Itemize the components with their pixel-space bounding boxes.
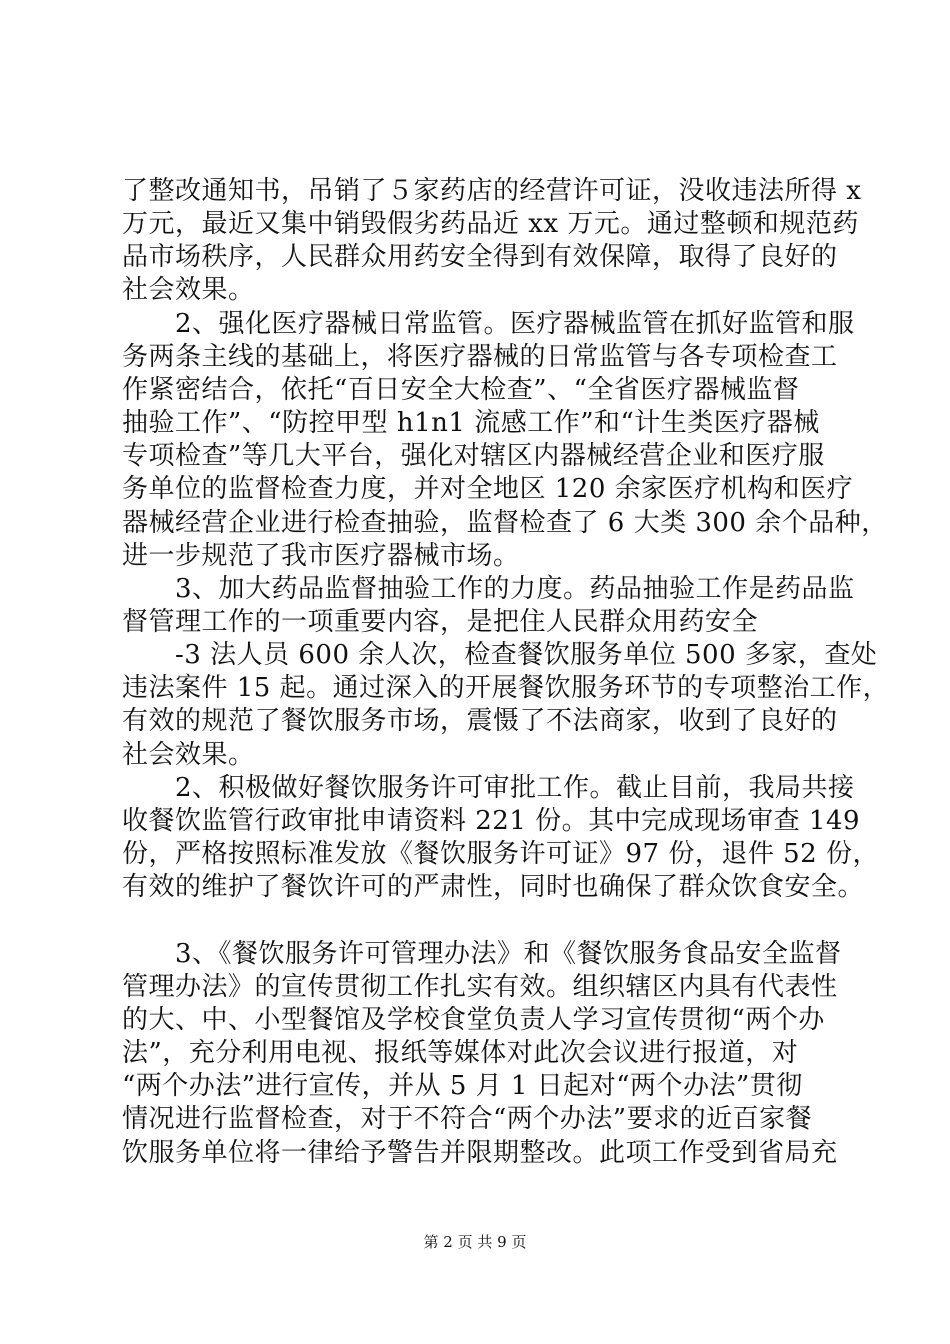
text-line: 的大、中、小型餐馆及学校食堂负责人学习宣传贯彻“两个办 (122, 1005, 825, 1035)
text-line: 万元，最近又集中销毁假劣药品近 xx 万元。通过整顿和规范药 (122, 209, 859, 239)
text-line: 饮服务单位将一律给予警告并限期整改。此项工作受到省局充 (122, 1138, 838, 1168)
text-line: 社会效果。 (122, 740, 255, 770)
text-line: 管理办法》的宣传贯彻工作扎实有效。组织辖区内具有代表性 (122, 972, 838, 1002)
text-line: 份，严格按照标准发放《餐饮服务许可证》97 份，退件 52 份， (122, 839, 879, 869)
paragraph-start: 2、强化医疗器械日常监管。医疗器械监管在抓好监管和服 (175, 309, 855, 339)
text-line: 法”，充分利用电视、报纸等媒体对此次会议进行报道，对 (122, 1038, 799, 1068)
text-line: 务单位的监督检查力度，并对全地区 120 余家医疗机构和医疗 (122, 474, 854, 504)
text-line: 器械经营企业进行检查抽验，监督检查了 6 大类 300 余个品种， (122, 508, 888, 538)
paragraph-start: 3、《餐饮服务许可管理办法》和《餐饮服务食品安全监督 (175, 939, 842, 969)
text-line: 抽验工作”、“防控甲型 h1n1 流感工作”和“计生类医疗器械 (122, 408, 820, 438)
text-line: 督管理工作的一项重要内容，是把住人民群众用药安全 (122, 607, 759, 637)
text-line: 有效的维护了餐饮许可的严肃性，同时也确保了群众饮食安全。 (122, 872, 865, 902)
text-line: 情况进行监督检查，对于不符合“两个办法”要求的近百家餐 (122, 1104, 813, 1134)
text-line: “两个办法”进行宣传，并从 5 月 1 日起对“两个办法”贯彻 (122, 1071, 803, 1101)
text-line: 务两条主线的基础上，将医疗器械的日常监管与各专项检查工 (122, 342, 838, 372)
text-line: 品市场秩序，人民群众用药安全得到有效保障，取得了良好的 (122, 242, 838, 272)
text-line: 专项检查”等几大平台，强化对辖区内器械经营企业和医疗服 (122, 441, 825, 471)
text-line: 进一步规范了我市医疗器械市场。 (122, 541, 520, 571)
text-line: 有效的规范了餐饮服务市场，震慑了不法商家，收到了良好的 (122, 706, 838, 736)
paragraph-start: 2、积极做好餐饮服务许可审批工作。截止目前，我局共接 (175, 773, 855, 803)
text-line: 社会效果。 (122, 275, 255, 305)
text-line: 收餐饮监管行政审批申请资料 221 份。其中完成现场审查 149 (122, 806, 861, 836)
text-line: -3 法人员 600 余人次，检查餐饮服务单位 500 多家，查处 (175, 640, 878, 670)
text-line: 违法案件 15 起。通过深入的开展餐饮服务环节的专项整治工作， (122, 673, 890, 703)
paragraph-start: 3、加大药品监督抽验工作的力度。药品抽验工作是药品监 (175, 574, 855, 604)
text-line: 作紧密结合，依托“百日安全大检查”、“全省医疗器械监督 (122, 375, 800, 405)
page-number-footer: 第 2 页 共 9 页 (423, 1233, 527, 1251)
text-line: 了整改通知书，吊销了５家药店的经营许可证，没收违法所得 x (122, 176, 862, 206)
